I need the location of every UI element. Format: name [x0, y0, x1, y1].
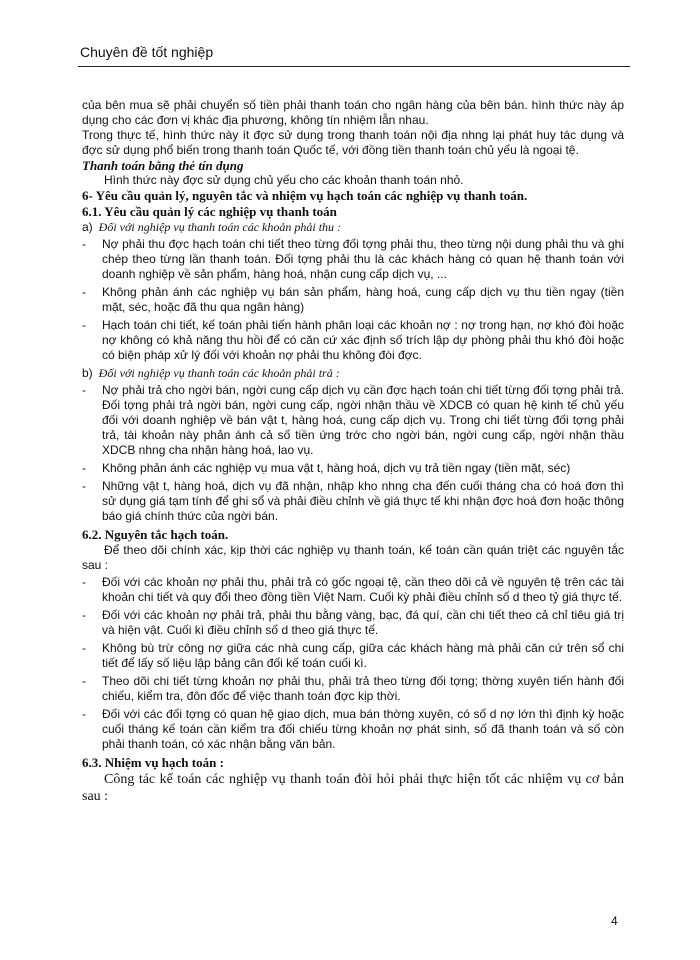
card-payment-heading: Thanh toán bằng thẻ tín dụng: [82, 158, 244, 173]
paragraph: Công tác kế toán các nghiệp vụ thanh toán đòi hỏi phải thực hiện tốt các nhiệm vụ cơ bản sau :: [82, 772, 624, 804]
paragraph: của bên mua sẽ phải chuyển số tiền phải thanh toán cho ngân hàng của bên bán. hình thức này áp dụng cho các đơn vị khác địa phương, không tín nhiệm lẫn nhau.: [82, 98, 624, 127]
document-body: [82, 98, 624, 805]
section-6-heading: 6- Yêu cầu quản lý, nguyên tắc và nhiệm vụ hạch toán các nghiệp vụ thanh toán.: [82, 188, 528, 203]
section-6-2-heading: 6.2. Nguyên tắc hạch toán.: [82, 527, 229, 542]
header-divider: [78, 66, 630, 67]
list-item: - Đối với các đối tợng có quan hệ giao dịch, mua bán thờng xuyên, có số d nợ lớn thì định kỳ hoặc cuối tháng kế toán cần kiểm tra đối chiếu từng khoản nợ phát sinh, số đã thanh toán và số còn phải thanh toán, có xác nhận bằng văn bản.: [82, 707, 624, 752]
subsection-b-label: b): [82, 366, 93, 380]
subsection-b-title: Đối với nghiệp vụ thanh toán các khoản phải trả :: [98, 366, 340, 380]
list-item: - Hạch toán chi tiết, kế toán phải tiến hành phân loại các khoản nợ : nợ trong hạn, nợ khó đòi hoặc nợ không có khả năng thu hồi để có căn cứ xác định số trích lập dự phòng phải thu khó đòi hoặc có biện pháp xử lý đối với khoản nợ phải thu không đòi đợc.: [82, 318, 624, 363]
paragraph: Để theo dõi chính xác, kịp thời các nghiệp vụ thanh toán, kế toán cần quán triệt các nguyên tắc sau :: [82, 543, 624, 572]
subsection-b-heading: [82, 366, 624, 381]
subsection-a-heading: [82, 220, 624, 235]
list-item: - Theo dõi chi tiết từng khoản nợ phải thu, phải trả theo từng đối tợng; thờng xuyên tiến hành đối chiếu, kiểm tra, đôn đốc để việc thanh toán đợc kịp thời.: [82, 674, 624, 704]
receivables-list: [82, 237, 624, 363]
document-header: Chuyên đề tốt nghiệp: [80, 44, 214, 60]
payables-list: [82, 383, 624, 524]
list-item: - Những vật t, hàng hoá, dịch vụ đã nhận, nhập kho nhng cha đến cuối tháng cha có hoá đơn thì sử dụng giá tạm tính để ghi sổ và phải điều chỉnh về giá thực tế khi nhận đợc hoá đơn hoặc thông báo giá chính thức của ngời bán.: [82, 479, 624, 524]
list-item: - Đối với các khoản nợ phải thu, phải trả có gốc ngoại tệ, cần theo dõi cả về nguyên tệ trên các tài khoản chi tiết và quy đổi theo đồng tiền Việt Nam. Cuối kỳ phải điều chỉnh số d theo tỷ giá thực tế.: [82, 575, 624, 605]
paragraph: Hình thức này đợc sử dụng chủ yếu cho các khoản thanh toán nhỏ.: [104, 173, 464, 187]
section-6-3-heading: 6.3. Nhiệm vụ hạch toán :: [82, 755, 224, 770]
subsection-a-label: a): [82, 220, 93, 234]
list-item: - Nợ phải thu đợc hạch toán chi tiết theo từng đối tợng phải thu, theo từng nội dung phải thu và ghi chép theo từng lần thanh toán. Đối tợng phải thu là các khách hàng có quan hệ thanh toán với doanh nghiệp về sản phẩm, hàng hoá, nhận cung cấp dịch vụ, ...: [82, 237, 624, 282]
list-item: - Không phản ánh các nghiệp vụ mua vật t, hàng hoá, dịch vụ trả tiền ngay (tiền mặt, séc): [82, 461, 624, 476]
paragraph: Trong thực tế, hình thức này ít đợc sử dụng trong thanh toán nội địa nhng lại phát huy tác dụng và đợc sử dụng phổ biến trong thanh toán Quốc tế, với đồng tiền thanh toán chủ yếu là ngoại tệ.: [82, 128, 624, 157]
page-number: 4: [611, 914, 618, 928]
subsection-a-title: Đối với nghiệp vụ thanh toán các khoản phải thu :: [98, 220, 342, 234]
section-6-1-heading: 6.1. Yêu cầu quản lý các nghiệp vụ thanh toán: [82, 204, 337, 219]
list-item: - Nợ phải trả cho ngời bán, ngời cung cấp dịch vụ cần đợc hạch toán chi tiết từng đối tợng phải trả. Đối tợng phải trả ngời bán, ngời cung cấp, ngời nhận thầu về XDCB có quan hệ kinh tế chủ yếu đối với doanh nghiệp về bán vật t, hàng hoá, cung cấp dịch vụ. Trong chi tiết từng đối tợng phải trả, tài khoản này phản ánh cả số tiền ứng trớc cho ngời bán, ngời cung cấp, ngời nhận thầu XDCB nhng cha nhận hàng hoá, lao vụ.: [82, 383, 624, 458]
principles-list: [82, 575, 624, 752]
list-item: - Đối với các khoản nợ phải trả, phải thu bằng vàng, bạc, đá quí, cần chi tiết theo cả chỉ tiêu giá trị và hiện vật. Cuối kì điều chỉnh số d theo giá thực tế.: [82, 608, 624, 638]
list-item: - Không phản ánh các nghiệp vụ bán sản phẩm, hàng hoá, cung cấp dịch vụ thu tiền ngay (tiền mặt, séc, hoặc đã thu qua ngân hàng): [82, 285, 624, 315]
list-item: - Không bù trừ công nợ giữa các nhà cung cấp, giữa các khách hàng mà phải căn cứ trên sổ chi tiết để lấy số liệu lập bảng cân đối kế toán cuối kì.: [82, 641, 624, 671]
